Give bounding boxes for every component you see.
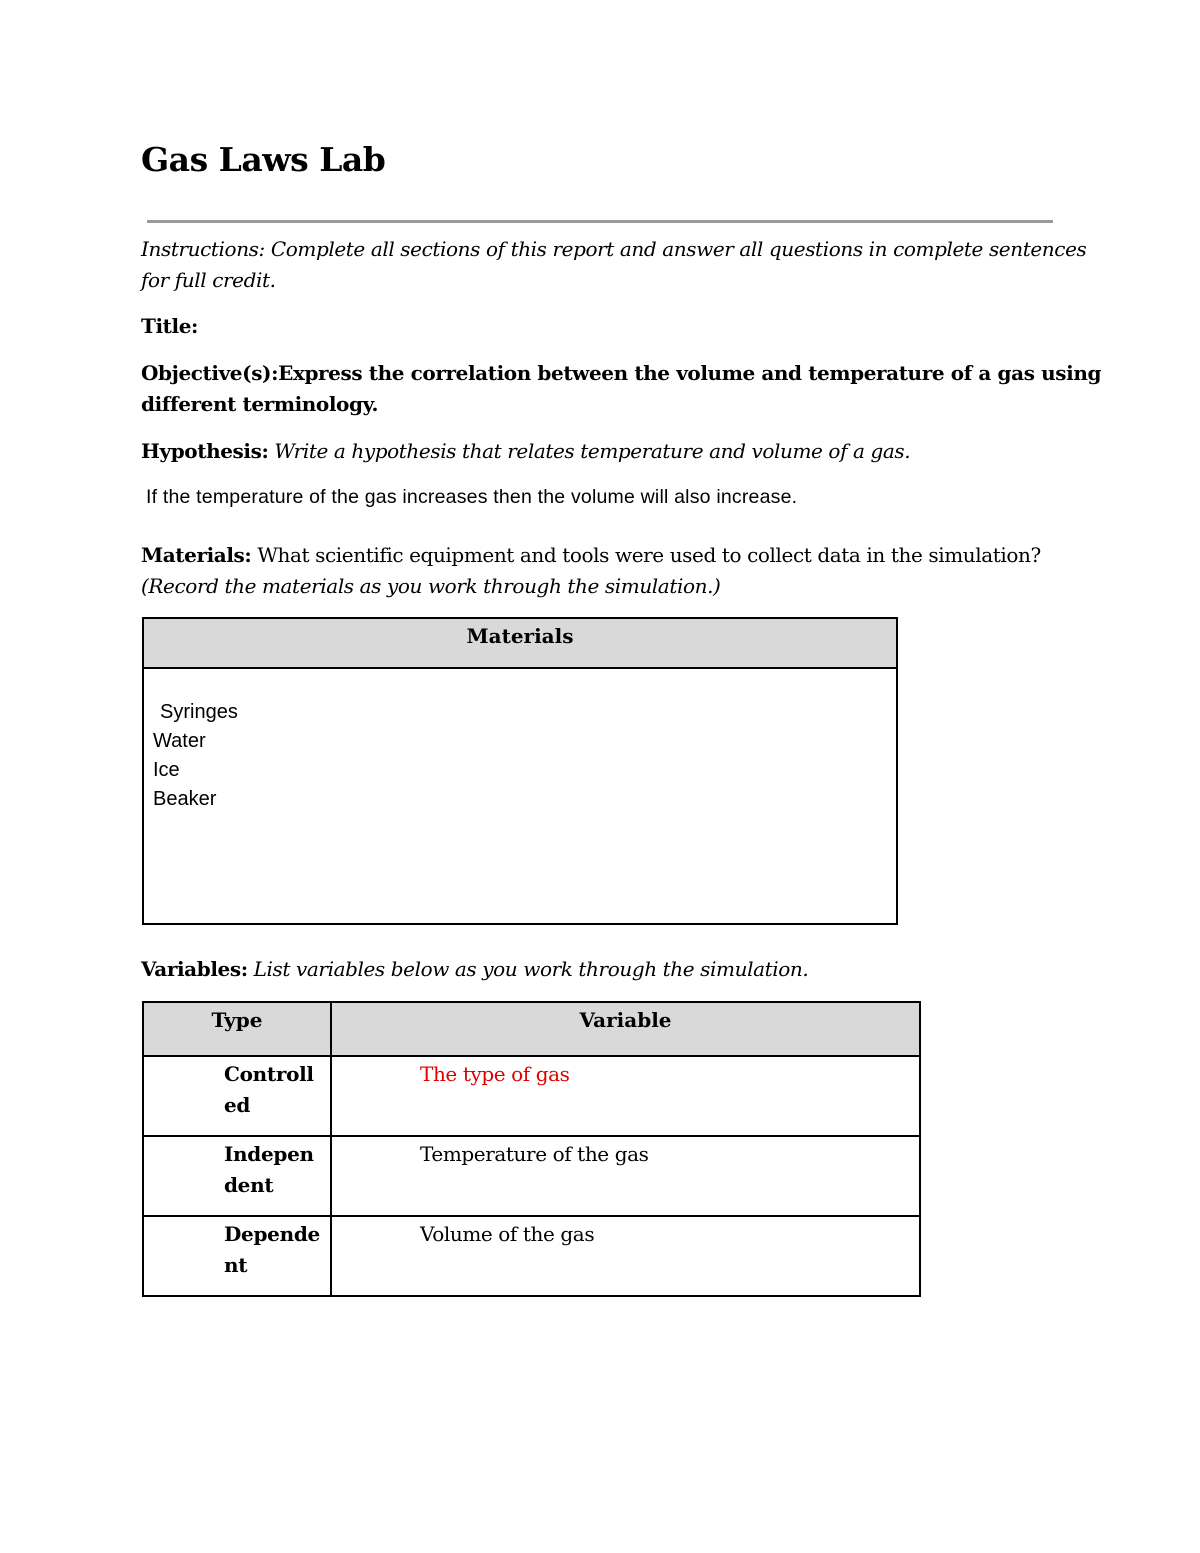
title-divider <box>147 220 1053 223</box>
variable-type: Controlled <box>224 1062 314 1117</box>
materials-table <box>142 617 898 925</box>
table-row <box>143 1216 920 1296</box>
hypothesis-prompt: Write a hypothesis that relates temperature and volume of a gas. <box>274 439 911 463</box>
materials-item: Syringes <box>160 701 238 723</box>
type-header-cell <box>143 1002 331 1056</box>
variables-table <box>142 1001 921 1297</box>
title-field-label: Title: <box>141 314 199 338</box>
variable-header-cell <box>331 1002 920 1056</box>
hypothesis-answer: If the temperature of the gas increases then the volume will also increase. <box>146 486 798 508</box>
table-row <box>143 1136 920 1216</box>
materials-note: (Record the materials as you work through the simulation.) <box>141 574 721 598</box>
variables-prompt: List variables below as you work through the simulation. <box>253 957 809 981</box>
type-header: Type <box>211 1008 263 1032</box>
hypothesis-label: Hypothesis: <box>141 439 269 463</box>
hypothesis-line <box>141 436 910 467</box>
materials-prompt: What scientific equipment and tools were used to collect data in the simulation? <box>257 543 1041 567</box>
materials-item: Ice <box>153 759 180 781</box>
materials-table-header <box>144 619 896 669</box>
variable-value: Volume of the gas <box>420 1222 595 1246</box>
variable-value: Temperature of the gas <box>420 1142 649 1166</box>
type-cell <box>143 1136 331 1216</box>
materials-item: Water <box>153 730 206 752</box>
materials-label: Materials: <box>141 543 252 567</box>
objective-line-2: different terminology. <box>141 392 379 416</box>
document-title: Gas Laws Lab <box>141 140 386 179</box>
objective-line-1: Objective(s):Express the correlation between the volume and temperature of a gas using <box>141 361 1102 385</box>
materials-table-header-label: Materials <box>466 624 574 648</box>
materials-item: Beaker <box>153 788 217 810</box>
variable-cell <box>331 1056 920 1136</box>
instructions-line-1: Instructions: Complete all sections of this report and answer all questions in complete sentences <box>141 237 1087 261</box>
instructions-line-2: for full credit. <box>141 268 276 292</box>
variable-value: The type of gas <box>420 1062 570 1086</box>
variable-type: Independent <box>224 1142 314 1197</box>
materials-line <box>141 540 1041 571</box>
variable-cell <box>331 1136 920 1216</box>
variables-table-header-row <box>143 1002 920 1056</box>
type-cell <box>143 1056 331 1136</box>
table-row <box>143 1056 920 1136</box>
variable-type: Dependent <box>224 1222 320 1277</box>
variables-label: Variables: <box>141 957 248 981</box>
variable-header: Variable <box>579 1008 672 1032</box>
variables-line <box>141 954 808 985</box>
variable-cell <box>331 1216 920 1296</box>
type-cell <box>143 1216 331 1296</box>
